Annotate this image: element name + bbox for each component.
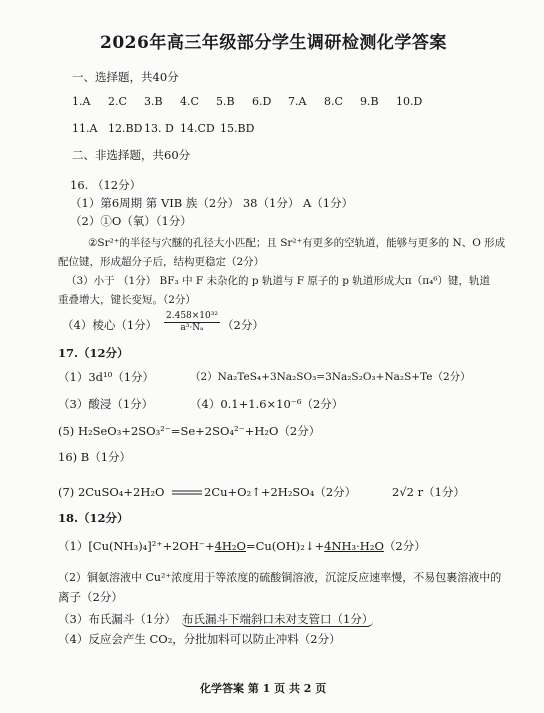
q17-line4: 16) B（1分） bbox=[58, 450, 132, 464]
q17-line1-a: （1）3d¹⁰（1分） bbox=[58, 370, 155, 384]
q18-line1-c: =Cu(OH)₂↓+ bbox=[245, 539, 325, 553]
q16-line1: （1）第6周期 第 VIB 族（2分） 38（1分） A（1分） bbox=[70, 196, 354, 210]
answer-item: 4.C bbox=[180, 95, 199, 108]
q17-line5-b: 2Cu+O₂↑+2H₂SO₄（2分） bbox=[204, 485, 357, 499]
q17-line5-c: 2√2 r（1分） bbox=[392, 485, 465, 499]
q17-line2-b: （4）0.1+1.6×10⁻⁶（2分） bbox=[190, 397, 344, 411]
q16-line6: 重叠增大，键长变短。（2分） bbox=[58, 294, 196, 306]
q17-line1-b: （2）Na₂TeS₄+3Na₂SO₃=3Na₂S₂O₃+Na₂S+Te（2分） bbox=[190, 371, 471, 383]
q16-line2: （2）①O（氧）（1分） bbox=[70, 214, 192, 228]
answers-row-2 bbox=[72, 122, 260, 135]
answer-item: 11.A bbox=[72, 122, 98, 135]
q16-header: 16. （12分） bbox=[70, 178, 142, 192]
answer-item: 2.C bbox=[108, 95, 127, 108]
answers-row-1 bbox=[72, 95, 432, 108]
page-title: 2026年高三年级部分学生调研检测化学答案 bbox=[100, 33, 447, 53]
q18-line1-d: 4NH₃·H₂O bbox=[324, 539, 384, 553]
q16-line7-part2: （2分） bbox=[222, 318, 264, 332]
answer-item: 1.A bbox=[72, 95, 91, 108]
q18-line2: （2）铜氨溶液中 Cu²⁺浓度用于等浓度的硫酸铜溶液，沉淀反应速率慢，不易包裹溶液中的 bbox=[58, 571, 502, 584]
q18-line4-a: （3）布氏漏斗（1分） bbox=[58, 612, 177, 626]
q16-line4: 配位键，形成超分子后，结构更稳定（2分） bbox=[58, 256, 265, 268]
answer-item: 6.D bbox=[252, 95, 272, 108]
q18-line1-e: （2分） bbox=[383, 539, 426, 553]
q17-line2-a: （3）酸浸（1分） bbox=[58, 397, 154, 411]
answer-item: 5.B bbox=[216, 95, 235, 108]
answer-item: 10.D bbox=[396, 95, 423, 108]
q18-line1 bbox=[58, 539, 426, 553]
answer-item: 7.A bbox=[288, 95, 307, 108]
page-footer: 化学答案 第 1 页 共 2 页 bbox=[200, 682, 327, 695]
section2-heading: 二、非选择题，共60分 bbox=[72, 148, 191, 162]
q18-line4-b: 布氏漏斗下端斜口未对支管口（1分） bbox=[182, 612, 374, 626]
q17-line3: (5) H₂SeO₃+2SO₃²⁻=Se+2SO₄²⁻+H₂O（2分） bbox=[58, 424, 321, 438]
q18-header: 18.（12分） bbox=[58, 511, 129, 525]
answer-item: 15.BD bbox=[220, 122, 255, 135]
q16-fraction bbox=[164, 311, 220, 334]
q16-line3: ②Sr²⁺的半径与穴醚的孔径大小匹配；且 Sr²⁺有更多的空轨道，能够与更多的 N、O 形成 bbox=[88, 237, 506, 249]
double-line-equals bbox=[172, 489, 202, 497]
answer-item: 12.BD bbox=[108, 122, 143, 135]
answer-item: 8.C bbox=[324, 95, 343, 108]
q18-line5: （4）反应会产生 CO₂，分批加料可以防止冲料（2分） bbox=[58, 632, 341, 646]
fraction-denominator: a³·Nₐ bbox=[180, 323, 204, 333]
answer-item: 13. D bbox=[144, 122, 174, 135]
q17-header: 17.（12分） bbox=[58, 346, 129, 360]
q18-line1-a: （1）[Cu(NH₃)₄]²⁺+2OH⁻+ bbox=[58, 539, 215, 553]
q18-line1-b: 4H₂O bbox=[214, 539, 246, 553]
answer-item: 14.CD bbox=[180, 122, 215, 135]
q16-line7-part1: （4）棱心（1分） bbox=[62, 318, 158, 332]
q17-line5-a: (7) 2CuSO₄+2H₂O bbox=[58, 485, 165, 499]
section1-heading: 一、选择题，共40分 bbox=[72, 70, 179, 84]
q16-line5: （3）小于 （1分） BF₃ 中 F 未杂化的 p 轨道与 F 原子的 p 轨道形成大π（π₄⁶）键，轨道 bbox=[66, 275, 491, 287]
answer-item: 9.B bbox=[360, 95, 379, 108]
fraction-numerator: 2.458×10³² bbox=[166, 311, 218, 321]
q18-line3: 离子（2分） bbox=[58, 590, 123, 604]
answer-item: 3.B bbox=[144, 95, 163, 108]
